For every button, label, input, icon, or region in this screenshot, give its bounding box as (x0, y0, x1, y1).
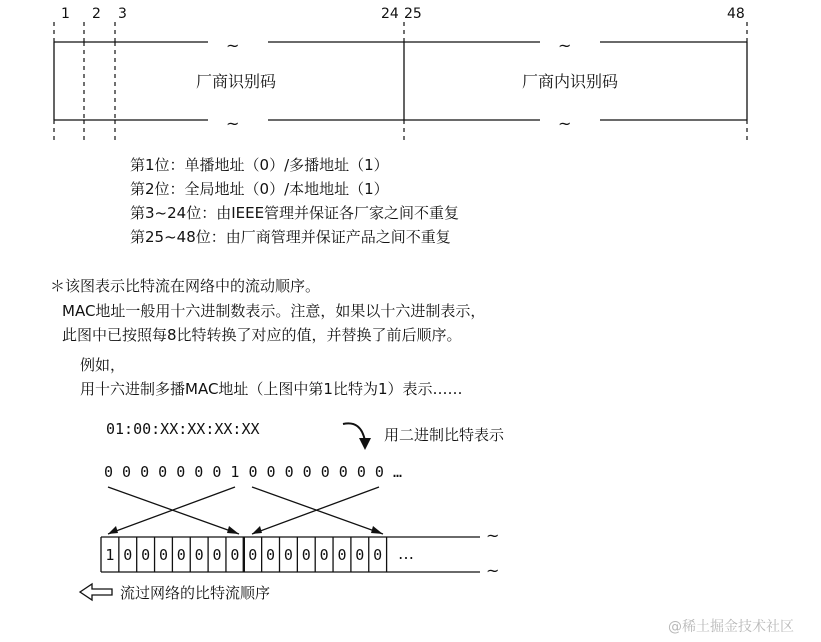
bit-box-ellipsis: … (398, 544, 414, 563)
explanation-line-3: 此图中已按照每8比特转换了对应的值，并替换了前后顺序。 (62, 326, 462, 344)
bit-cell: 0 (230, 546, 240, 564)
note-bit-2: 第2位：全局地址（0）/本地地址（1） (130, 180, 389, 198)
flow-label: 流过网络的比特流顺序 (120, 584, 271, 602)
bit-position-25: 25 (404, 6, 422, 22)
note-bits-3-24: 第3~24位：由IEEE管理并保证各厂家之间不重复 (130, 204, 460, 222)
vendor-id-field: 厂商识别码 (196, 72, 277, 91)
bit-cell: 0 (194, 546, 204, 564)
flow-left-arrow-icon (80, 584, 112, 600)
example-description: 用十六进制多播MAC地址（上图中第1比特为1）表示…… (80, 380, 463, 398)
explanation-line-1: ＊该图表示比特流在网络中的流动顺序。 (50, 277, 321, 295)
break-tilde: ~ (226, 36, 240, 55)
bit-cell: 0 (248, 546, 258, 564)
hex-example: 01:00:XX:XX:XX:XX (106, 420, 260, 438)
bit-position-2: 2 (92, 6, 101, 22)
bit-cell: 0 (301, 546, 311, 564)
example-intro: 例如， (80, 356, 126, 374)
binary-sequence: 0 0 0 0 0 0 0 1 0 0 0 0 0 0 0 0 … (104, 463, 403, 481)
bit-cell: 0 (176, 546, 186, 564)
bit-cell: 0 (141, 546, 151, 564)
break-tilde: ~ (558, 114, 572, 133)
bit-cell: 0 (283, 546, 293, 564)
mac-address-box (54, 42, 747, 120)
bit-cell: 1 (105, 546, 115, 564)
bit-position-24: 24 (381, 6, 399, 22)
bit-position-48: 48 (727, 6, 745, 22)
bit-cell: 0 (373, 546, 383, 564)
bit-cell: 0 (355, 546, 365, 564)
bit-cell: 0 (337, 546, 347, 564)
watermark: @稀土掘金技术社区 (668, 619, 794, 635)
curved-arrow-icon (343, 423, 371, 450)
bit-cell: 0 (123, 546, 133, 564)
bit-boundary-marks (54, 22, 747, 142)
break-tilde: ~ (226, 114, 240, 133)
note-bit-1: 第1位：单播地址（0）/多播地址（1） (130, 156, 389, 174)
break-tilde: ~ (558, 36, 572, 55)
binary-label: 用二进制比特表示 (384, 426, 505, 444)
vendor-internal-id-field: 厂商内识别码 (522, 72, 619, 91)
bit-position-1: 1 (61, 6, 70, 22)
bit-cell: 0 (158, 546, 168, 564)
break-tilde: ~ (486, 561, 500, 580)
note-bits-25-48: 第25~48位：由厂商管理并保证产品之间不重复 (130, 228, 451, 246)
explanation-line-2: MAC地址一般用十六进制数表示。注意，如果以十六进制表示， (62, 302, 486, 320)
bit-box-row (101, 537, 480, 572)
bit-cell: 0 (319, 546, 329, 564)
bit-reversal-arrows (108, 487, 383, 534)
bit-position-3: 3 (118, 6, 127, 22)
bit-cell: 0 (212, 546, 222, 564)
bit-cell: 0 (266, 546, 276, 564)
break-tilde: ~ (486, 526, 500, 545)
